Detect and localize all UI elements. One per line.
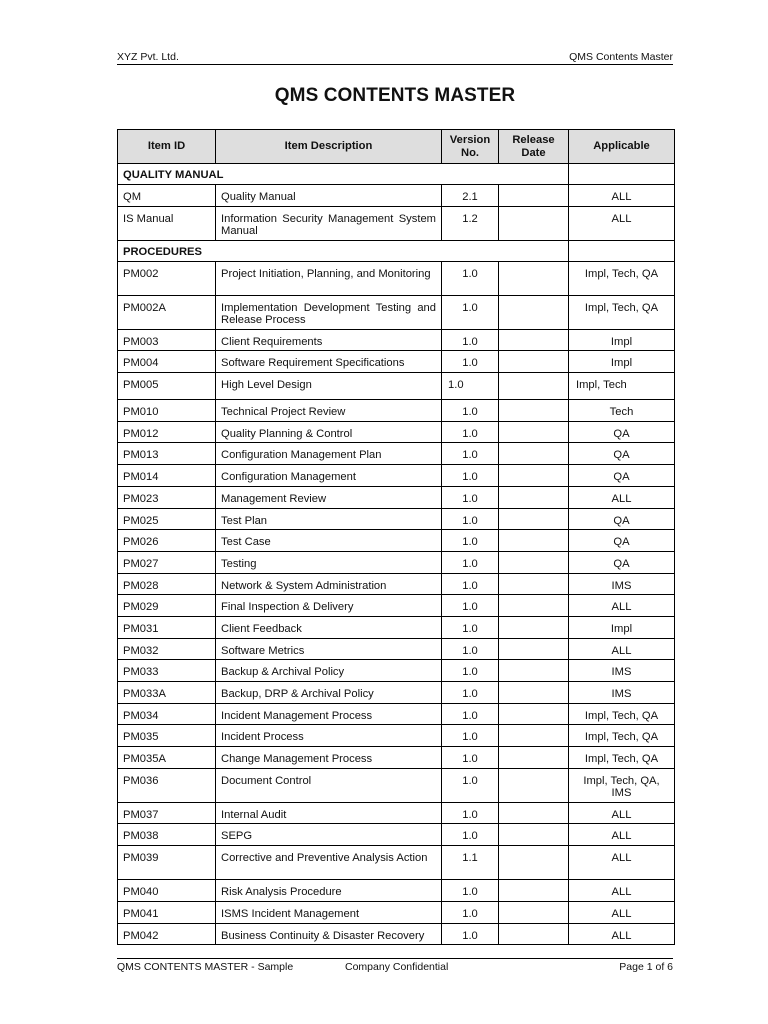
table-row [118,638,675,660]
version-cell: 1.0 [442,329,499,351]
release-date-cell [499,400,569,422]
table-row [118,802,675,824]
table-row [118,660,675,682]
version-cell: 1.0 [442,880,499,902]
release-date-cell [499,373,569,400]
applicable-cell: Impl, Tech, QA [569,725,675,747]
item-description-cell: Test Plan [216,508,442,530]
item-id-cell: IS Manual [118,206,216,240]
version-cell: 1.0 [442,465,499,487]
item-description-cell: Document Control [216,768,442,802]
applicable-cell: ALL [569,206,675,240]
applicable-cell: IMS [569,573,675,595]
section-blank-cell [569,164,675,185]
table-row [118,486,675,508]
item-id-cell: PM013 [118,443,216,465]
item-id-cell: PM031 [118,616,216,638]
item-description-cell: Change Management Process [216,747,442,769]
table-row [118,846,675,880]
item-description-cell: Software Requirement Specifications [216,351,442,373]
item-id-cell: PM033 [118,660,216,682]
item-id-cell: PM039 [118,846,216,880]
item-description-cell: Configuration Management Plan [216,443,442,465]
version-cell: 1.0 [442,421,499,443]
release-date-cell [499,185,569,207]
applicable-cell: Impl, Tech, QA [569,747,675,769]
version-cell: 1.0 [442,638,499,660]
version-cell: 1.0 [442,295,499,329]
item-description-cell: Incident Process [216,725,442,747]
release-date-cell [499,486,569,508]
item-description-cell: Software Metrics [216,638,442,660]
section-title: PROCEDURES [118,240,569,261]
table-row [118,703,675,725]
release-date-cell [499,595,569,617]
section-blank-cell [569,240,675,261]
item-description-cell: Corrective and Preventive Analysis Action [216,846,442,880]
section-title: QUALITY MANUAL [118,164,569,185]
applicable-cell: Impl, Tech, QA [569,261,675,295]
applicable-cell: ALL [569,824,675,846]
item-description-cell: Final Inspection & Delivery [216,595,442,617]
version-cell: 1.0 [442,747,499,769]
contents-table [117,129,675,945]
release-date-cell [499,901,569,923]
header-doc-name: QMS Contents Master [569,51,673,63]
item-description-cell: Business Continuity & Disaster Recovery [216,923,442,945]
item-description-cell: Backup, DRP & Archival Policy [216,682,442,704]
item-id-cell: PM028 [118,573,216,595]
item-id-cell: PM034 [118,703,216,725]
footer-doc-title: QMS CONTENTS MASTER - Sample [117,961,294,973]
item-id-cell: PM029 [118,595,216,617]
item-id-cell: PM035A [118,747,216,769]
release-date-cell [499,660,569,682]
release-date-cell [499,768,569,802]
version-cell: 1.0 [442,486,499,508]
table-row [118,421,675,443]
applicable-cell: ALL [569,901,675,923]
release-date-cell [499,747,569,769]
applicable-cell: Impl [569,329,675,351]
table-row [118,768,675,802]
release-date-cell [499,846,569,880]
table-row [118,329,675,351]
release-date-cell [499,508,569,530]
applicable-cell: Impl, Tech, QA, IMS [569,768,675,802]
table-row [118,595,675,617]
table-row [118,261,675,295]
col-header-item-description: Item Description [216,130,442,164]
applicable-cell: IMS [569,682,675,704]
release-date-cell [499,824,569,846]
version-cell: 1.0 [442,682,499,704]
applicable-cell: ALL [569,638,675,660]
release-date-cell [499,329,569,351]
version-cell: 1.0 [442,923,499,945]
item-description-cell: ISMS Incident Management [216,901,442,923]
release-date-cell [499,351,569,373]
version-cell: 1.0 [442,901,499,923]
table-body [118,164,675,945]
version-cell: 1.0 [442,595,499,617]
table-row [118,616,675,638]
company-name: XYZ Pvt. Ltd. [117,51,179,63]
item-description-cell: Quality Manual [216,185,442,207]
item-description-cell: Project Initiation, Planning, and Monitoring [216,261,442,295]
table-row [118,880,675,902]
item-id-cell: PM002A [118,295,216,329]
table-row [118,923,675,945]
table-row [118,206,675,240]
item-id-cell: PM025 [118,508,216,530]
version-cell: 1.0 [442,824,499,846]
table-row [118,443,675,465]
item-description-cell: High Level Design [216,373,442,400]
table-row [118,530,675,552]
table-row [118,351,675,373]
version-cell: 1.0 [442,725,499,747]
applicable-cell: Tech [569,400,675,422]
table-row [118,573,675,595]
table-row [118,824,675,846]
item-description-cell: Information Security Management System Manual [216,206,442,240]
applicable-cell: IMS [569,660,675,682]
item-description-cell: Implementation Development Testing and Release Process [216,295,442,329]
version-cell: 1.0 [442,530,499,552]
table-row [118,747,675,769]
item-description-cell: Management Review [216,486,442,508]
release-date-cell [499,551,569,573]
item-id-cell: PM010 [118,400,216,422]
version-cell: 1.0 [442,373,499,400]
page-number: Page 1 of 6 [619,961,673,973]
table-row [118,400,675,422]
item-description-cell: Network & System Administration [216,573,442,595]
applicable-cell: QA [569,530,675,552]
item-description-cell: Incident Management Process [216,703,442,725]
release-date-cell [499,880,569,902]
footer-confidential: Company Confidential [345,961,449,973]
version-cell: 1.0 [442,768,499,802]
page-footer [117,958,673,973]
version-cell: 1.1 [442,846,499,880]
release-date-cell [499,465,569,487]
version-cell: 1.0 [442,573,499,595]
item-id-cell: PM003 [118,329,216,351]
item-id-cell: PM037 [118,802,216,824]
release-date-cell [499,261,569,295]
table-row [118,551,675,573]
item-description-cell: Test Case [216,530,442,552]
table-row [118,682,675,704]
item-id-cell: PM036 [118,768,216,802]
applicable-cell: ALL [569,595,675,617]
table-row [118,465,675,487]
release-date-cell [499,638,569,660]
item-id-cell: PM012 [118,421,216,443]
item-id-cell: PM042 [118,923,216,945]
applicable-cell: Impl [569,616,675,638]
release-date-cell [499,443,569,465]
item-description-cell: Risk Analysis Procedure [216,880,442,902]
applicable-cell: QA [569,443,675,465]
applicable-cell: Impl, Tech, QA [569,703,675,725]
version-cell: 1.0 [442,508,499,530]
table-row [118,295,675,329]
applicable-cell: ALL [569,846,675,880]
applicable-cell: ALL [569,923,675,945]
version-cell: 1.0 [442,443,499,465]
item-description-cell: Testing [216,551,442,573]
version-cell: 1.0 [442,616,499,638]
release-date-cell [499,802,569,824]
release-date-cell [499,295,569,329]
release-date-cell [499,923,569,945]
col-header-applicable: Applicable [569,130,675,164]
version-cell: 1.2 [442,206,499,240]
col-header-item-id: Item ID [118,130,216,164]
table-row [118,185,675,207]
version-cell: 1.0 [442,660,499,682]
release-date-cell [499,682,569,704]
table-row [118,901,675,923]
table-row [118,373,675,400]
item-id-cell: PM041 [118,901,216,923]
version-cell: 1.0 [442,400,499,422]
applicable-cell: ALL [569,880,675,902]
release-date-cell [499,616,569,638]
page-header [117,50,673,65]
item-id-cell: PM004 [118,351,216,373]
item-id-cell: PM014 [118,465,216,487]
applicable-cell: ALL [569,802,675,824]
release-date-cell [499,573,569,595]
col-header-release-date: Release Date [499,130,569,164]
item-description-cell: Backup & Archival Policy [216,660,442,682]
item-id-cell: PM032 [118,638,216,660]
table-row [118,725,675,747]
release-date-cell [499,530,569,552]
item-description-cell: Technical Project Review [216,400,442,422]
applicable-cell: Impl, Tech [569,373,675,400]
version-cell: 1.0 [442,261,499,295]
section-header-row [118,240,675,261]
applicable-cell: Impl, Tech, QA [569,295,675,329]
item-description-cell: SEPG [216,824,442,846]
item-id-cell: PM027 [118,551,216,573]
release-date-cell [499,703,569,725]
item-description-cell: Configuration Management [216,465,442,487]
table-row [118,508,675,530]
page-title: QMS CONTENTS MASTER [274,85,516,106]
release-date-cell [499,421,569,443]
item-description-cell: Internal Audit [216,802,442,824]
section-header-row [118,164,675,185]
item-id-cell: PM005 [118,373,216,400]
applicable-cell: ALL [569,185,675,207]
version-cell: 1.0 [442,802,499,824]
applicable-cell: QA [569,465,675,487]
applicable-cell: QA [569,421,675,443]
table-header-row [118,130,675,164]
item-description-cell: Client Feedback [216,616,442,638]
version-cell: 2.1 [442,185,499,207]
item-description-cell: Client Requirements [216,329,442,351]
release-date-cell [499,725,569,747]
item-id-cell: PM033A [118,682,216,704]
applicable-cell: Impl [569,351,675,373]
applicable-cell: QA [569,508,675,530]
item-id-cell: QM [118,185,216,207]
col-header-version: Version No. [442,130,499,164]
item-id-cell: PM035 [118,725,216,747]
item-id-cell: PM002 [118,261,216,295]
version-cell: 1.0 [442,703,499,725]
release-date-cell [499,206,569,240]
applicable-cell: ALL [569,486,675,508]
version-cell: 1.0 [442,551,499,573]
version-cell: 1.0 [442,351,499,373]
item-id-cell: PM023 [118,486,216,508]
item-id-cell: PM026 [118,530,216,552]
item-description-cell: Quality Planning & Control [216,421,442,443]
item-id-cell: PM038 [118,824,216,846]
item-id-cell: PM040 [118,880,216,902]
applicable-cell: QA [569,551,675,573]
